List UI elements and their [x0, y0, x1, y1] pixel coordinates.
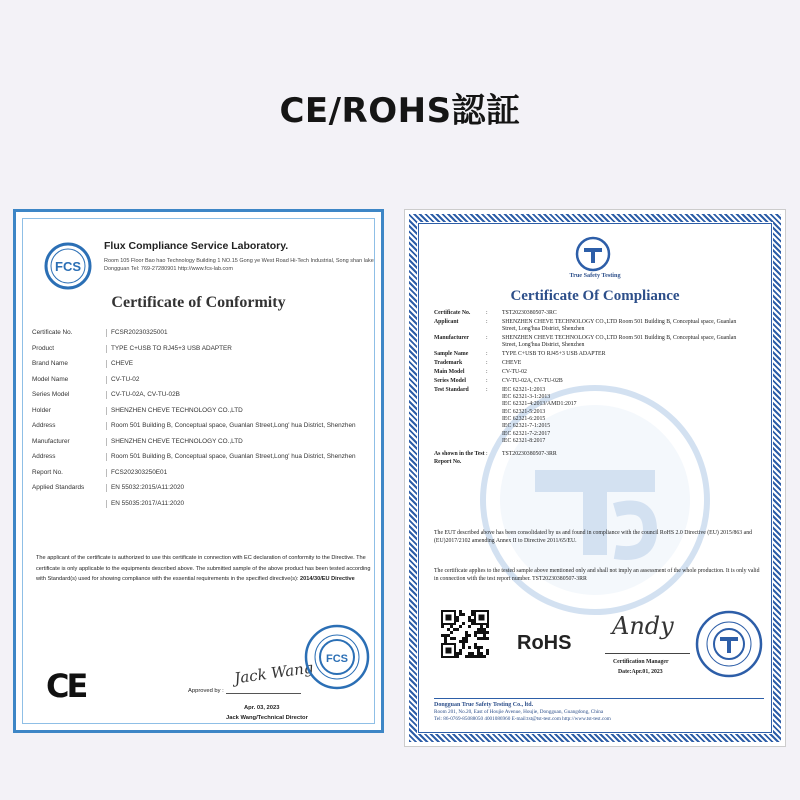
test-standard-row: Test Standard : IEC 62321-1:2013 IEC 62321-3-1:2013 IEC 62321-4:2013/AMD1:2017 IEC 62321-5:2013 IEC 62321-6:2015 IEC 62321-7-1:2015 IEC 62321-7-2:2017 IEC 62321-8:2017: [434, 387, 764, 445]
certificate-field-row: Main Model : CV-TU-02: [434, 369, 764, 376]
field-value: EN 55035:2017/A11:2020: [106, 500, 184, 508]
field-label: Manufacturer: [32, 437, 70, 445]
org-name: True Safety Testing: [569, 272, 621, 279]
field-label: Series Model: [32, 391, 70, 398]
footer-contact: Tel: 86-0769-85088050 4001086960 E-mail:tst@tst-test.com http://www.tst-test.com: [434, 715, 611, 722]
test-standard-item: IEC 62321-7-2:2017: [502, 430, 551, 437]
page-title: CE/ROHS認証: [279, 91, 521, 131]
field-label: Model Name: [32, 375, 69, 383]
field-value: SHENZHEN CHEVE TECHNOLOGY CO.,LTD: [106, 407, 243, 415]
test-standard-list: [502, 387, 752, 445]
tst-seal-icon: [695, 610, 763, 678]
field-value: CV-TU-02: [106, 376, 139, 384]
certificate-field-row: Applicant : SHENZHEN CHEVE TECHNOLOGY CO.,LTD Room 501 Building B, Conceptual space, Guanlan Street, Long'hua District, Shenzhen: [434, 319, 764, 334]
field-label: Holder: [32, 406, 51, 414]
certificate-field-row: [32, 345, 372, 353]
test-standard-item: IEC 62321-8:2017: [502, 437, 546, 444]
certification-manager: Certification Manager: [613, 659, 669, 665]
fcs-logo-text: FCS: [55, 259, 81, 274]
footer-company: Dongguan True Safety Testing Co., ltd.: [434, 702, 534, 708]
field-label: Test Standard: [434, 386, 469, 393]
statement-text: The applicant of the certificate is authorized to use this certificate in connection with EC declaration of conformity to the Directive. The certificate is only applicable to the equipments described above. The submitted sample of the above product has been tested according with Standard(s) used for showing compliance with the essential requirements in the specified directive(s):: [36, 555, 371, 582]
field-label: Applicant: [434, 318, 459, 325]
test-standard-item: IEC 62321-4:2013/AMD1:2017: [502, 401, 577, 408]
qr-code-icon: [441, 610, 489, 658]
ce-certificate: [13, 209, 384, 733]
seal-logo-text: FCS: [326, 653, 348, 665]
field-label: Brand Name: [32, 360, 68, 367]
signatory: Jack Wang/Technical Director: [226, 715, 308, 721]
field-label: Certificate No.: [32, 329, 73, 336]
certificate-title: Certificate Of Compliance: [510, 288, 680, 304]
fcs-seal-icon: [304, 624, 370, 690]
certificate-field-row: [32, 469, 372, 477]
field-value: EN 55032:2015/A11:2020: [106, 484, 184, 492]
approved-by-label: Approved by :: [188, 688, 224, 694]
field-label: Address: [32, 453, 56, 460]
field-value: TYPE C+USB TO RJ45+3 USB ADAPTER: [106, 345, 232, 353]
certificate-field-row: [32, 391, 372, 399]
certificate-field-row: [32, 453, 372, 461]
field-value: CHEVE: [502, 360, 522, 367]
signature: Jack Wang: [233, 658, 315, 688]
field-value: CV-TU-02A, CV-TU-02B: [502, 377, 563, 384]
certificate-field-row: [32, 500, 372, 508]
field-value: FCS202303250E01: [106, 469, 167, 477]
signature-line: [605, 653, 690, 654]
field-label: Product: [32, 344, 55, 352]
certificate-field-row: [32, 407, 372, 415]
field-value: Room 501 Building B, Conceptual space, Guanlan Street,Long' hua District, Shenzhen: [106, 422, 356, 430]
field-label: [32, 500, 106, 508]
field-label: As shown in the Test Report No.: [434, 451, 485, 465]
report-row: As shown in the Test Report No. : TST20230380507-3RR: [434, 451, 764, 466]
certificate-date: Date:Apr.01, 2023: [618, 669, 663, 675]
field-label: Manufacturer: [434, 335, 469, 342]
certificate-field-row: [32, 360, 372, 368]
scope-statement: The certificate applies to the tested sample above mentioned only and shall not imply an assessment of the whole production. It is only valid in connection with the test report number. TST20230380507-3RR: [434, 568, 760, 582]
lab-address: Room 105 Floor Bao hao Technology Building 1 NO.15 Gong ye West Road Hi-Tech Industrial, Song shan lake Dongguan Tel: 769-27280901 http://www.fcs-lab.com: [104, 258, 374, 272]
field-label: Sample Name: [434, 351, 469, 358]
rohs-logo: RoHS: [517, 632, 572, 654]
certificate-footer: [434, 698, 764, 722]
ce-mark: CE: [46, 667, 86, 705]
field-label: Series Model: [434, 377, 467, 384]
field-value: SHENZHEN CHEVE TECHNOLOGY CO.,LTD Room 501 Building B, Conceptual space, Guanlan Street, Long'hua District, Shenzhen: [502, 318, 737, 333]
footer-address: Room 201, No.20, East of Houjie Avenue, Houjie, Dongguan, Guangdong, China: [434, 708, 604, 715]
field-value: TYPE C+USB TO RJ45+3 USB ADAPTER: [502, 351, 606, 358]
tst-logo-icon: [575, 236, 611, 272]
signature-line: [226, 693, 301, 694]
certificate-title: Certificate of Conformity: [111, 294, 286, 311]
test-standard-item: IEC 62321-6:2015: [502, 416, 546, 423]
certificate-field-row: Certificate No. : TST20230380507-3RC: [434, 310, 764, 317]
field-label: Address: [32, 422, 56, 429]
field-value: TST20230380507-3RC: [502, 310, 557, 316]
field-value: CHEVE: [106, 360, 133, 368]
certificate-fields: [32, 329, 372, 515]
field-value: SHENZHEN CHEVE TECHNOLOGY CO.,LTD: [106, 438, 243, 446]
conformity-statement: [36, 553, 371, 585]
compliance-statement: The EUT described above has been consolidated by us and found in compliance with the council RoHS 2.0 Directive (EU) 2015/863 and (EU)2017/2102 amending Annex II to Directive 2011/65/EU.: [434, 530, 752, 544]
field-label: Certificate No.: [434, 310, 471, 316]
field-value: CV-TU-02: [502, 369, 527, 376]
signature: Andy: [612, 612, 674, 640]
test-standard-item: IEC 62321-3-1:2013: [502, 394, 551, 401]
field-value: CV-TU-02A, CV-TU-02B: [106, 391, 180, 399]
field-label: Applied Standards: [32, 484, 85, 491]
test-standard-item: IEC 62321-7-1:2015: [502, 423, 551, 430]
field-value: FCSR20230325001: [106, 329, 168, 337]
certificate-field-row: [32, 329, 372, 337]
certificate-field-row: [32, 376, 372, 384]
test-standard-item: IEC 62321-5:2013: [502, 408, 546, 415]
test-standard-item: IEC 62321-1:2013: [502, 386, 546, 393]
field-value: Room 501 Building B, Conceptual space, Guanlan Street,Long' hua District, Shenzhen: [106, 453, 356, 461]
field-label: Trademark: [434, 360, 463, 367]
certificate-fields: [434, 310, 764, 467]
field-value: SHENZHEN CHEVE TECHNOLOGY CO.,LTD Room 501 Building B, Conceptual space, Guanlan Street, Long'hua District, Shenzhen: [502, 335, 737, 349]
certificate-field-row: [32, 438, 372, 446]
certificate-field-row: Sample Name : TYPE C+USB TO RJ45+3 USB ADAPTER: [434, 351, 764, 358]
field-label: Main Model: [434, 369, 465, 376]
certificate-field-row: Series Model : CV-TU-02A, CV-TU-02B: [434, 378, 764, 385]
certificate-field-row: [32, 422, 372, 430]
field-label: Report No.: [32, 468, 63, 476]
certificate-field-row: Trademark : CHEVE: [434, 360, 764, 367]
rohs-certificate: [404, 209, 786, 747]
certificate-field-row: [32, 484, 372, 492]
certificate-field-row: Manufacturer : SHENZHEN CHEVE TECHNOLOGY CO.,LTD Room 501 Building B, Conceptual space, Guanlan Street, Long'hua District, Shenzhen: [434, 335, 764, 350]
fcs-logo-icon: [44, 242, 92, 290]
lab-name: Flux Compliance Service Laboratory.: [104, 240, 289, 252]
report-number: TST20230380507-3RR: [502, 451, 557, 458]
approval-date: Apr. 03, 2023: [244, 705, 280, 711]
directive-text: 2014/30/EU Directive: [299, 576, 355, 582]
